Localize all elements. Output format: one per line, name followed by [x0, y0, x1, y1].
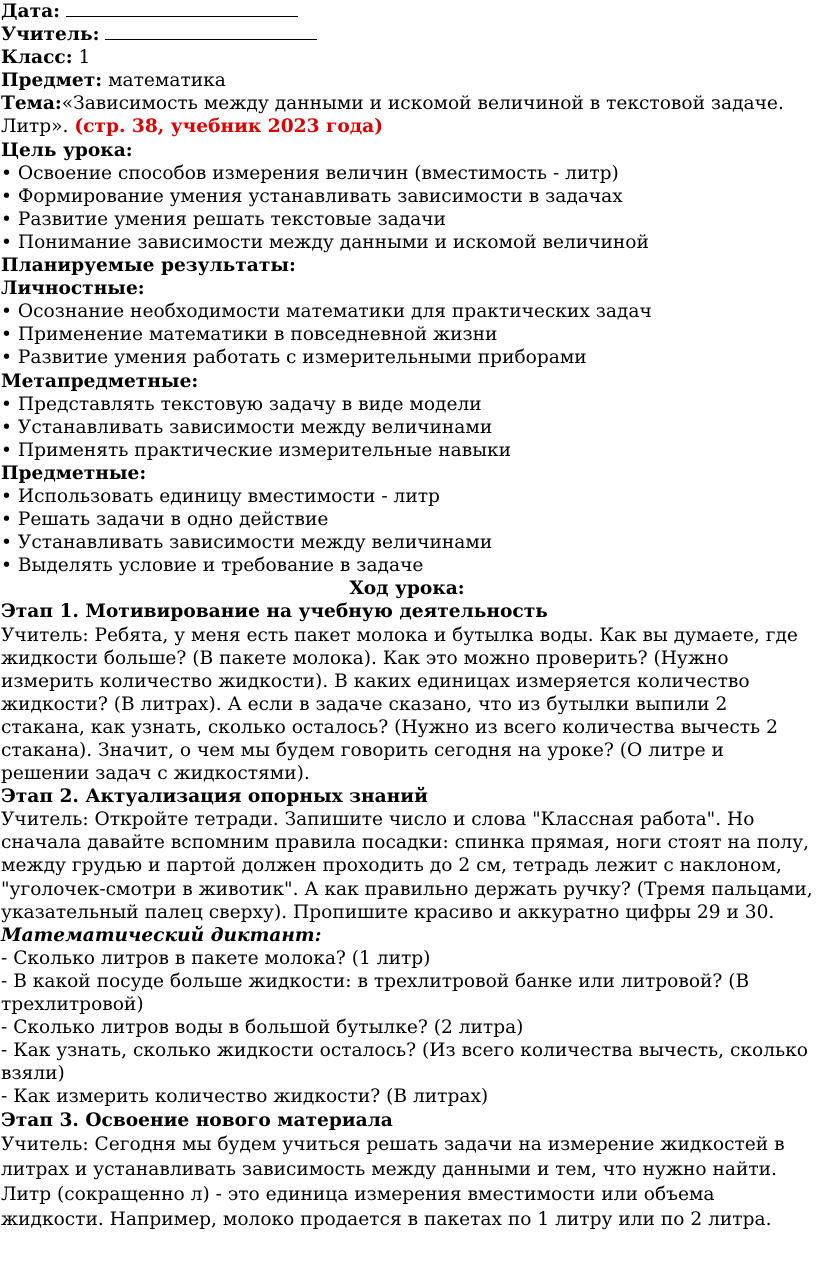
dictation-item: - В какой посуде больше жидкости: в трехлитровой банке или литровой? (В трехлитровой) — [1, 970, 750, 1016]
personal-item: • Применение математики в повседневной жизни — [1, 324, 498, 346]
subject-label: Предмет: — [1, 70, 103, 92]
dictation-item: - Сколько литров воды в большой бутылке? (2 литра) — [1, 1017, 524, 1039]
goal-item: • Освоение способов измерения величин (вместимость - литр) — [1, 162, 619, 184]
stage3-title: Этап 3. Освоение нового материала — [1, 1109, 393, 1131]
meta-item: • Представлять текстовую задачу в виде модели — [1, 393, 482, 415]
goal-item: • Понимание зависимости между данными и искомой величиной — [1, 231, 649, 253]
date-line — [1, 0, 813, 23]
stage1-title: Этап 1. Мотивирование на учебную деятельность — [1, 601, 548, 623]
topic-line — [1, 92, 813, 138]
topic-source: (стр. 38, учебник 2023 года) — [74, 116, 384, 138]
stage2-text: Учитель: Откройте тетради. Запишите число и слова "Классная работа". Но сначала давайте вспомним правила посадки: спинка прямая, ноги стоят на полу, между грудью и партой должен проходить до 2 см, тетрадь лежит с наклоном, "уголочек-смотри в животик". А как правильно держать ручку? (Тремя пальцами, указательный палец сверху). Пропишите красиво и аккуратно цифры 29 и 30. — [1, 809, 813, 923]
subject-item: • Устанавливать зависимости между величинами — [1, 532, 493, 554]
class-value: 1 — [78, 47, 91, 69]
personal-item: • Развитие умения работать с измерительными приборами — [1, 347, 587, 369]
stage3-text: Учитель: Сегодня мы будем учиться решать задачи на измерение жидкостей в литрах и устанавливать зависимость между данными и тем, что нужно найти. Литр (сокращенно л) - это единица измерения вместимости или объема жидкости. Например, молоко продается в пакетах по 1 литру или по 2 литра. — [1, 1133, 785, 1230]
date-label: Дата: — [1, 1, 61, 22]
meta-item: • Применять практические измерительные навыки — [1, 439, 512, 461]
subject-line — [1, 69, 813, 92]
meta-item: • Устанавливать зависимости между величинами — [1, 416, 493, 438]
goal-item: • Развитие умения решать текстовые задачи — [1, 208, 446, 230]
dictation-title: Математический диктант: — [1, 924, 322, 946]
goals-heading: Цель урока: — [1, 139, 133, 161]
subject-item: • Выделять условие и требование в задаче — [1, 555, 424, 577]
dictation-item: - Сколько литров в пакете молока? (1 литр) — [1, 947, 431, 969]
topic-label: Тема: — [1, 93, 62, 115]
dictation-item: - Как узнать, сколько жидкости осталось? (Из всего количества вычесть, сколько взяли) — [1, 1040, 808, 1085]
class-label: Класс: — [1, 47, 73, 69]
subject-item: • Использовать единицу вместимости - литр — [1, 485, 440, 507]
teacher-label: Учитель: — [1, 24, 100, 46]
dictation-item: - Как измерить количество жидкости? (В литрах) — [1, 1086, 489, 1108]
meta-heading: Метапредметные: — [1, 370, 199, 392]
teacher-blank[interactable] — [105, 23, 317, 40]
stage2-title: Этап 2. Актуализация опорных знаний — [1, 786, 428, 808]
goal-item: • Формирование умения устанавливать зависимости в задачах — [1, 185, 623, 207]
results-heading: Планируемые результаты: — [1, 255, 296, 277]
stage1-text: Учитель: Ребята, у меня есть пакет молока и бутылка воды. Как вы думаете, где жидкости больше? (В пакете молока). Как это можно проверить? (Нужно измерить количество жидкости). В каких единицах измеряется количество жидкости? (В литрах). А если в задаче сказано, что из бутылки выпили 2 стакана, как узнать, сколько осталось? (Нужно из всего количества вычесть 2 стакана). Значит, о чем мы будем говорить сегодня на уроке? (О литре и решении задач с жидкостями). — [1, 624, 798, 785]
teacher-line — [1, 23, 813, 46]
personal-heading: Личностные: — [1, 278, 145, 300]
subject-item: • Решать задачи в одно действие — [1, 509, 329, 531]
topic-value: «Зависимость между данными и искомой величиной в текстовой задаче. Литр». — [1, 93, 784, 138]
date-blank[interactable] — [66, 0, 298, 17]
subject-results-heading: Предметные: — [1, 462, 147, 484]
personal-item: • Осознание необходимости математики для практических задач — [1, 301, 652, 323]
class-line — [1, 46, 813, 69]
lesson-heading: Ход урока: — [349, 578, 465, 600]
subject-value: математика — [108, 70, 226, 92]
